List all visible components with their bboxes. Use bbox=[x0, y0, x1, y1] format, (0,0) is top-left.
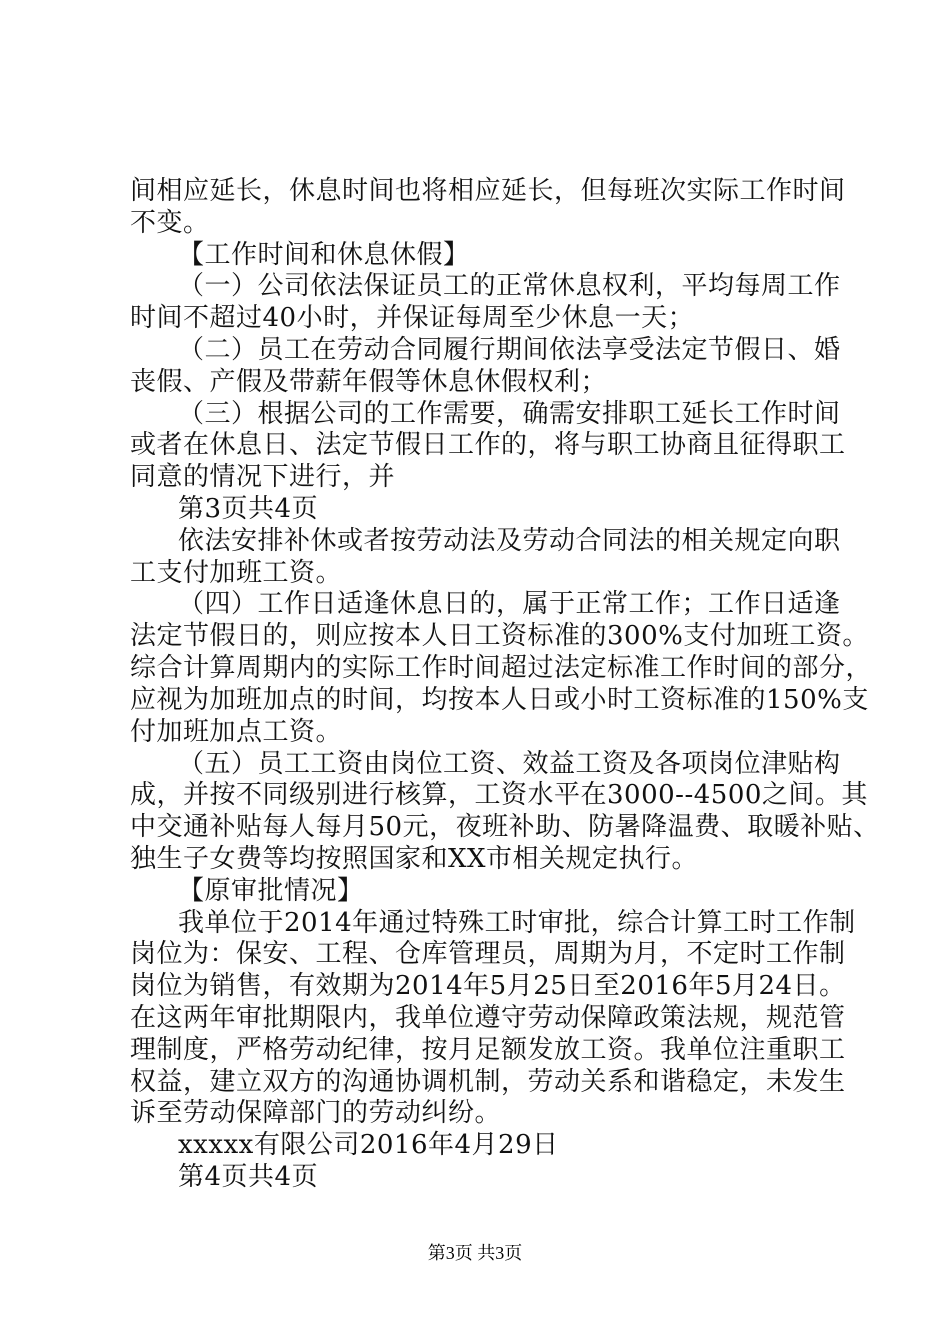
section-heading: 【工作时间和休息休假】 bbox=[178, 240, 470, 270]
paragraph-line: 应视为加班加点的时间，均按本人日或小时工资标准的150%支 bbox=[130, 685, 869, 715]
paragraph-line: 成，并按不同级别进行核算，工资水平在3000--4500之间。其 bbox=[130, 780, 868, 810]
signature-line: xxxxx有限公司2016年4月29日 bbox=[178, 1130, 559, 1160]
paragraph-line: 付加班加点工资。 bbox=[130, 717, 343, 747]
paragraph-line: 我单位于2014年通过特殊工时审批，综合计算工时工作制 bbox=[178, 908, 856, 938]
paragraph-line: （一）公司依法保证员工的正常休息权利，平均每周工作 bbox=[178, 271, 841, 301]
paragraph-line: 诉至劳动保障部门的劳动纠纷。 bbox=[130, 1098, 502, 1128]
paragraph-line: 依法安排补休或者按劳动法及劳动合同法的相关规定向职 bbox=[178, 526, 841, 556]
paragraph-line: 法定节假日的，则应按本人日工资标准的300%支付加班工资。 bbox=[130, 621, 869, 651]
paragraph-line: （四）工作日适逢休息日的，属于正常工作；工作日适逢 bbox=[178, 589, 841, 619]
paragraph-line: 中交通补贴每人每月50元，夜班补助、防暑降温费、取暖补贴、 bbox=[130, 812, 880, 842]
paragraph-line: 综合计算周期内的实际工作时间超过法定标准工作时间的部分， bbox=[130, 653, 873, 683]
paragraph-line: 时间不超过40小时，并保证每周至少休息一天； bbox=[130, 303, 695, 333]
paragraph-line: 不变。 bbox=[130, 208, 210, 238]
page-marker: 第4页共4页 bbox=[178, 1162, 319, 1192]
paragraph-line: 在这两年审批期限内，我单位遵守劳动保障政策法规，规范管 bbox=[130, 1003, 846, 1033]
paragraph-line: 同意的情况下进行，并 bbox=[130, 462, 396, 492]
paragraph-line: 岗位为：保安、工程、仓库管理员，周期为月，不定时工作制 bbox=[130, 939, 846, 969]
paragraph-line: 理制度，严格劳动纪律，按月足额发放工资。我单位注重职工 bbox=[130, 1035, 846, 1065]
paragraph-line: 工支付加班工资。 bbox=[130, 558, 343, 588]
paragraph-line: （五）员工工资由岗位工资、效益工资及各项岗位津贴构 bbox=[178, 749, 841, 779]
paragraph-line: 丧假、产假及带薪年假等休息休假权利； bbox=[130, 367, 608, 397]
paragraph-line: 岗位为销售，有效期为2014年5月25日至2016年5月24日。 bbox=[130, 971, 846, 1001]
paragraph-line: （三）根据公司的工作需要，确需安排职工延长工作时间 bbox=[178, 399, 841, 429]
page-marker: 第3页共4页 bbox=[178, 494, 319, 524]
paragraph-line: （二）员工在劳动合同履行期间依法享受法定节假日、婚 bbox=[178, 335, 841, 365]
paragraph-line: 权益，建立双方的沟通协调机制，劳动关系和谐稳定，未发生 bbox=[130, 1067, 846, 1097]
section-heading: 【原审批情况】 bbox=[178, 876, 364, 906]
paragraph-line: 或者在休息日、法定节假日工作的，将与职工协商且征得职工 bbox=[130, 430, 846, 460]
page-footer: 第3页 共3页 bbox=[427, 1243, 523, 1263]
paragraph-line: 间相应延长，休息时间也将相应延长，但每班次实际工作时间 bbox=[130, 176, 846, 206]
paragraph-line: 独生子女费等均按照国家和XX市相关规定执行。 bbox=[130, 844, 699, 874]
